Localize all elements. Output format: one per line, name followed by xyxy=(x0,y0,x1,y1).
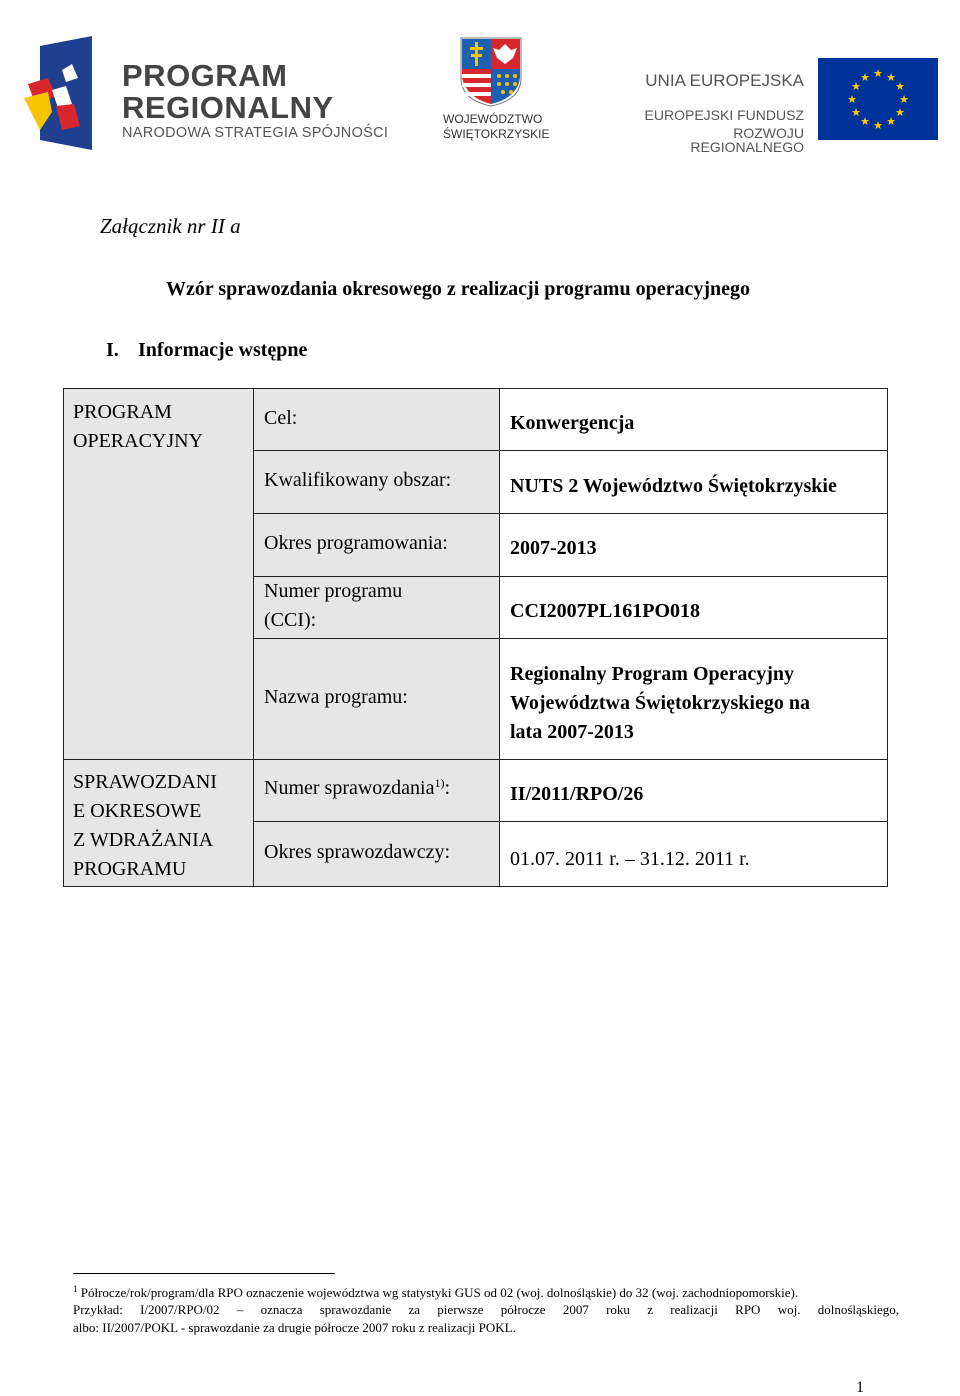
info-table xyxy=(63,388,888,887)
unia-europejska-label: UNIA EUROPEJSKA xyxy=(645,71,804,90)
label-numer-spr-colon: : xyxy=(444,777,451,799)
svg-text:★: ★ xyxy=(873,119,883,132)
value-numer-spr: II/2011/RPO/26 xyxy=(510,783,644,805)
svg-text:★: ★ xyxy=(886,115,896,128)
group-spr-line1: SPRAWOZDANI xyxy=(73,771,217,793)
value-numer-prog: CCI2007PL161PO018 xyxy=(510,600,700,622)
program-logo-line2: REGIONALNY xyxy=(122,90,334,125)
program-logo-line1: PROGRAM xyxy=(122,58,288,93)
svg-text:★: ★ xyxy=(895,106,905,119)
page-number: 1 xyxy=(856,1379,864,1396)
wojewodztwo-label-line2: ŚWIĘTOKRZYSKIE xyxy=(443,127,550,141)
svg-text:★: ★ xyxy=(895,80,905,93)
section-number: I. xyxy=(106,339,119,361)
value-cel: Konwergencja xyxy=(510,412,635,434)
svg-text:★: ★ xyxy=(899,93,909,106)
label-numer-spr xyxy=(264,774,450,803)
wojewodztwo-label-line1: WOJEWÓDZTWO xyxy=(443,112,543,126)
svg-text:★: ★ xyxy=(860,115,870,128)
svg-text:★: ★ xyxy=(873,67,883,80)
label-obszar: Kwalifikowany obszar: xyxy=(264,469,452,491)
footnote-ref: 1) xyxy=(434,776,445,790)
fundusz-label-line2: ROZWOJU REGIONALNEGO xyxy=(690,125,804,155)
label-nazwa: Nazwa programu: xyxy=(264,686,408,708)
group-program-line1: PROGRAM xyxy=(73,401,172,423)
eu-flag-icon xyxy=(818,58,938,140)
attachment-label: Załącznik nr II a xyxy=(100,214,241,238)
program-logo-tagline: NARODOWA STRATEGIA SPÓJNOŚCI xyxy=(122,125,389,141)
section-title: Informacje wstępne xyxy=(138,339,308,361)
footnote-separator xyxy=(73,1273,335,1274)
svg-text:★: ★ xyxy=(847,93,857,106)
label-numer-prog-line1: Numer programu xyxy=(264,580,403,602)
svg-text:★: ★ xyxy=(860,71,870,84)
value-nazwa-line1: Regionalny Program Operacyjny xyxy=(510,663,795,685)
group-spr-line3: Z WDRAŻANIA xyxy=(73,829,214,851)
group-spr-line2: E OKRESOWE xyxy=(73,800,202,822)
value-okres-prog: 2007-2013 xyxy=(510,537,597,559)
program-regionalny-logo xyxy=(22,34,122,152)
fundusz-label-line1: EUROPEJSKI FUNDUSZ xyxy=(644,107,804,123)
svg-text:★: ★ xyxy=(851,80,861,93)
group-spr-line4: PROGRAMU xyxy=(73,858,187,880)
label-numer-prog-line2: (CCI): xyxy=(264,609,317,631)
document-title: Wzór sprawozdania okresowego z realizacji programu operacyjnego xyxy=(166,278,750,300)
wojewodztwo-coat-of-arms-icon xyxy=(459,36,523,108)
footnote-line2: Przykład: I/2007/RPO/02 – oznacza sprawozdanie za pierwsze półrocze 2007 roku z realizacji RPO woj. dolnośląskiego, xyxy=(73,1302,899,1317)
footnote-line1 xyxy=(73,1286,798,1299)
footnote-marker: 1 xyxy=(73,1284,78,1294)
svg-text:★: ★ xyxy=(886,71,896,84)
value-nazwa-line3: lata 2007-2013 xyxy=(510,721,634,743)
label-numer-spr-text: Numer sprawozdania xyxy=(264,777,435,799)
value-okres-spr: 01.07. 2011 r. – 31.12. 2011 r. xyxy=(510,848,750,870)
svg-text:★: ★ xyxy=(851,106,861,119)
label-cel: Cel: xyxy=(264,407,298,429)
value-obszar: NUTS 2 Województwo Świętokrzyskie xyxy=(510,475,837,497)
footnote-line3: albo: II/2007/POKL - sprawozdanie za drugie półrocze 2007 roku z realizacji POKL. xyxy=(73,1320,516,1335)
label-okres-prog: Okres programowania: xyxy=(264,532,448,554)
value-nazwa-line2: Województwa Świętokrzyskiego na xyxy=(510,692,810,714)
group-program-line2: OPERACYJNY xyxy=(73,430,204,452)
label-okres-spr: Okres sprawozdawczy: xyxy=(264,841,451,863)
footnote-line1-text: Półrocze/rok/program/dla RPO oznaczenie województwa wg statystyki GUS od 02 (woj. dolnośląskie) do 32 (woj. zachodniopomorskie). xyxy=(80,1285,799,1300)
